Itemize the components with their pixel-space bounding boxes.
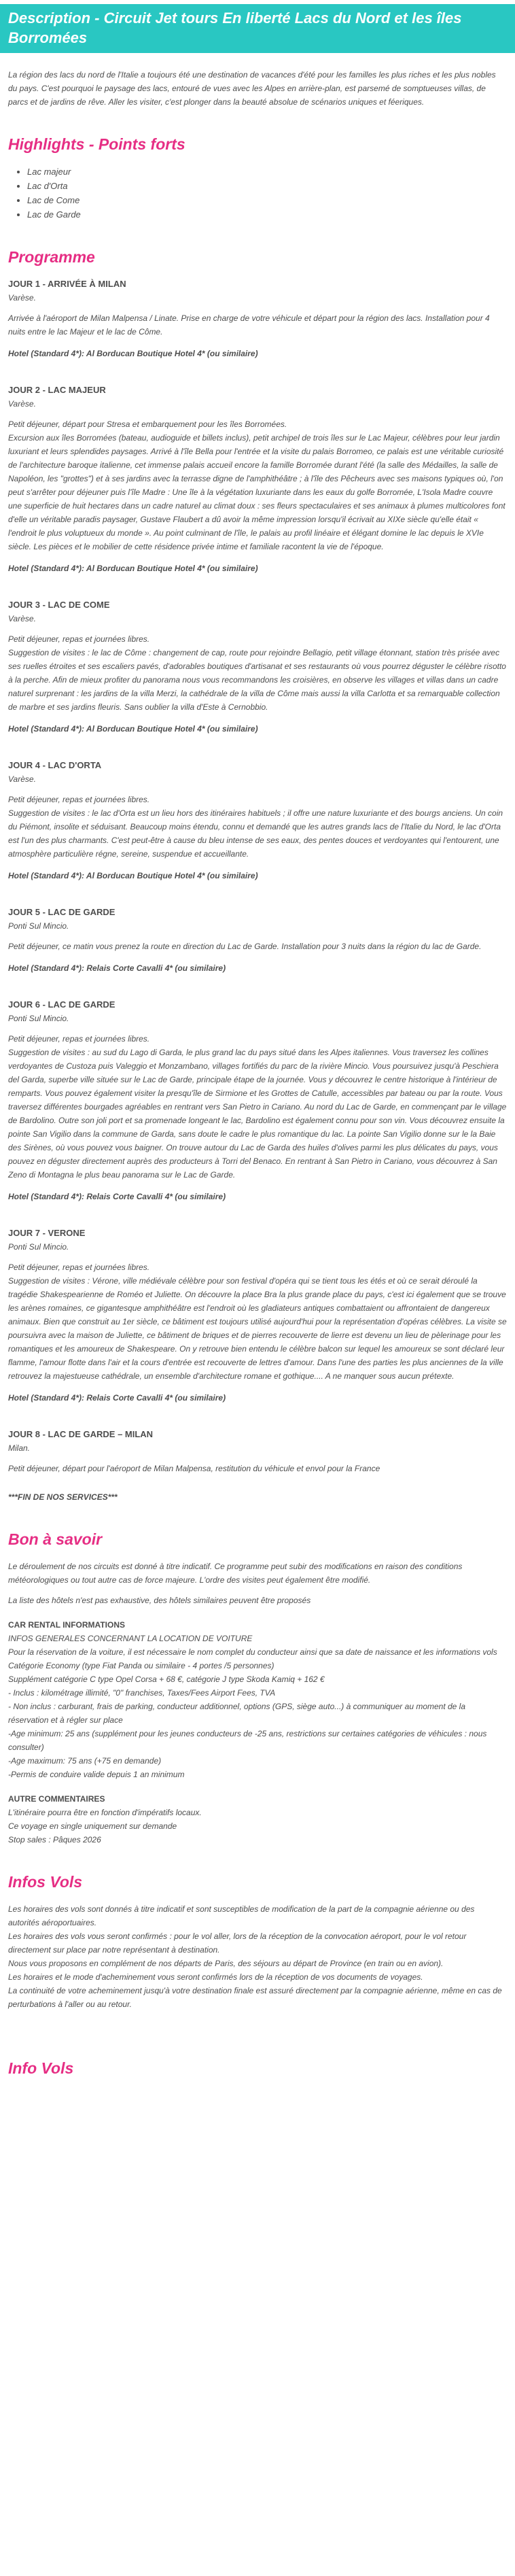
day-hotel: Hotel (Standard 4*): Relais Corte Cavalli 4* (ou similaire)	[8, 963, 226, 973]
day-title: JOUR 2 - LAC MAJEUR	[8, 385, 106, 395]
day-description: Petit déjeuner, départ pour Stresa et embarquement pour les îles Borromées. Excursion aux îles Borromées (bateau, audioguide et billets inclus), petit archipel de trois îles sur le Lac Majeur, célèbres pour leur jardin luxuriant et leurs splendides paysages. Arrivé à l'île Bella pour l'entrée et la visite du palais Borromeo, ce palais est une véritable curiosité de l'architecture baroque italienne, cet immense palais accueil encore la famille Borromée durant l'été (la salle des Médailles, la salle de Napoléon, les "grottes") et à ses jardins avec la terrasse digne de l'amphithéâtre ; à l'île des Pêcheurs avec ses maisons typiques où, l'on peut s'arrêter pour déjeuner puis l'île Madre : Une île à la végétation luxuriante dans les eaux du golfe Borromée, L'Isola Madre couvre une superficie de huit hectares dans un cadre naturel au climat doux : ses fleurs spectaculaires et ses animaux à plumes multicolores font d'elle un véritable paradis paysager, Gustave Flaubert a dû avoir la même impression lorsqu'il écrivait au XIXe siècle qu'elle était « l'endroit le plus voluptueux du monde ». Au point culminant de l'île, le palais au profil linéaire et élégant domine le lac depuis le XVIe siècle. Les pièces et le mobilier de cette résidence privée intime et familiale racontent la vie de l'époque.	[8, 419, 505, 551]
day-description: Petit déjeuner, repas et journées libres. Suggestion de visites : au sud du Lago di Garda, le plus grand lac du pays situé dans les Alpes italiennes. Vous traversez les collines verdoyantes de Custoza puis Valeggio et Monzambano, villages fortifiés du parc de la rivière Mincio. Vous poursuivez jusqu'à Peschiera del Garda, superbe ville située sur le Lac de Garde, principale étape de la journée. Vous y découvrez le centre historique à l'intérieur de remparts. Vous pouvez également visiter la presqu'île de Sirmione et les Grottes de Catulle, accessibles par bateau ou par la route. Vous traversez différentes bourgades agréables en rentrant vers San Pietro in Cariano. Au nord du Lac de Garde, en commençant par le village de Bardolino. Outre son joli port et sa promenade longeant le lac, Bardolino est également connu pour son vin. Vous découvrez ensuite la pointe San Vigilio dans la commune de Garda, sans doute le cadre le plus romantique du lac. La pointe San Vigilio donne sur le la Baie des Sirènes, où vous pouvez vous baigner. On trouve autour du Lac de Garda des huiles d'olives parmi les plus délicates du pays, vous pouvez en déguster directement auprès des producteurs à Torri del Benaco. En rentrant à San Pietro in Cariano, vous découvrez à San Zeno di Montagna le plus beau panorama sur le Lac de Garde.	[8, 1034, 507, 1180]
end-of-services: ***FIN DE NOS SERVICES***	[8, 1492, 118, 1502]
infos-vols-text: Les horaires des vols sont donnés à titre indicatif et sont susceptibles de modification de la part de la compagnie aérienne ou des autorités aéroportuaires. Les horaires des vols vous seront confirmés : pour le vol aller, lors de la réception de la convocation aéroport, pour le vol retour directement sur place par notre représentant à destination. Nous vous proposons en complément de nos départs de Paris, des séjours au départ de Province (en train ou en avion). Les horaires et le mode d'acheminement vous seront confirmés lors de la réception de vos documents de voyages. La continuité de votre acheminement jusqu'à votre destination finale est assuré directement par la compagnie aérienne, même en cas de perturbations à l'aller ou au retour.	[8, 1904, 502, 2009]
day-block	[8, 998, 507, 1203]
day-description: Petit déjeuner, départ pour l'aéroport de Milan Malpensa, restitution du véhicule et envol pour la France	[8, 1464, 380, 1473]
disclaimer-text: Le déroulement de nos circuits est donné à titre indicatif. Ce programme peut subir des modifications en raison des conditions météorologiques ou tout autre cas de force majeure. L'ordre des visites peut également être modifié.	[8, 1562, 463, 1585]
list-item: • Lac majeur	[27, 165, 507, 179]
day-hotel: Hotel (Standard 4*): Al Borducan Boutique Hotel 4* (ou similaire)	[8, 564, 258, 573]
day-title: JOUR 3 - LAC DE COME	[8, 600, 110, 610]
car-rental-heading: CAR RENTAL INFORMATIONS	[8, 1620, 125, 1630]
day-block	[8, 598, 507, 736]
day-title: JOUR 4 - LAC D'ORTA	[8, 760, 102, 770]
day-hotel: Hotel (Standard 4*): Relais Corte Cavalli 4* (ou similaire)	[8, 1192, 226, 1201]
highlights-heading: Highlights - Points forts	[8, 135, 185, 153]
day-hotel: Hotel (Standard 4*): Al Borducan Boutique Hotel 4* (ou similaire)	[8, 871, 258, 880]
day-block	[8, 1226, 507, 1405]
day-location: Varèse.	[8, 614, 36, 623]
day-title: JOUR 5 - LAC DE GARDE	[8, 907, 116, 917]
day-location: Varèse.	[8, 399, 36, 409]
day-description: Petit déjeuner, repas et journées libres. Suggestion de visites : le lac de Côme : changement de cap, route pour rejoindre Bellagio, petit village étonnant, station très prisée avec ses ruelles étroites et ses escaliers pavés, d'adorables boutiques d'artisanat et ses restaurants où vous pourrez déguster le célèbre risotto à la perche. Afin de mieux profiter du panorama nous vous recommandons les croisières, en observe les villages et villas dans un cadre naturel surprenant : les jardins de la villa Merzi, la cathédrale de la villa de Côme mais aussi la villa Carlotta et sa remarquable collection de marbre et ses jardins fleuris. Sans oublier la villa d'Este à Cernobbio.	[8, 634, 506, 712]
day-location: Varèse.	[8, 774, 36, 784]
day-description: Petit déjeuner, repas et journées libres. Suggestion de visites : le lac d'Orta est un lieu hors des itinéraires habituels ; il offre une nature luxuriante et des bourgs anciens. Un coin du Piémont, insolite et séduisant. Beaucoup moins étendu, connu et demandé que les autres grands lacs de l'Italie du Nord, le lac d'Orta est l'un des plus charmants. C'est peut-être à cause du bleu intense de ses eaux, des pentes douces et verdoyantes qui l'entourent, une atmosphère particulière régne, sereine, suspendue et accueillante.	[8, 795, 503, 859]
list-item: • Lac de Come	[27, 193, 507, 207]
content	[0, 68, 515, 2078]
day-block	[8, 1428, 507, 1475]
car-rental-text: INFOS GENERALES CONCERNANT LA LOCATION DE VOITURE Pour la réservation de la voiture, il est nécessaire le nom complet du conducteur ainsi que sa date de naissance et les informations vols Catégorie Economy (type Fiat Panda ou similaire - 4 portes /5 personnes) Supplément catégorie C type Opel Corsa + 68 €, catégorie J type Skoda Kamiq + 162 € - Inclus : kilométrage illimité, "0" franchises, Taxes/Fees Airport Fees, TVA - Non inclus : carburant, frais de parking, conducteur additionnel, options (GPS, siège auto...) à communiquer au moment de la réservation et à régler sur place -Age minimum: 25 ans (supplément pour les jeunes conducteurs de -25 ans, restrictions sur certaines catégories de véhicules : nous consulter) -Age maximum: 75 ans (+75 en demande) -Permis de conduire valide depuis 1 an minimum	[8, 1634, 497, 1779]
day-block	[8, 383, 507, 575]
day-block	[8, 277, 507, 360]
day-location: Ponti Sul Mincio.	[8, 1242, 69, 1252]
day-description: Petit déjeuner, repas et journées libres. Suggestion de visites : Vérone, ville médiévale célèbre pour son festival d'opéra qui se tient tous les étés et où ce serait déroulé la tragédie Shakespearienne de Roméo et Juliette. On découvre la place Bra la plus grande place du pays, c'est ici également que se trouve les arènes romaines, ce gigantesque amphithéâtre est l'endroit où les gladiateurs antiques combattaient ou affrontaient de dangereux animaux. Bien que construit au 1er siècle, ce bâtiment est toujours utilisé aujourd'hui pour la représentation d'opéras célèbres. La visite se poursuivra avec la maison de Juliette, ce bâtiment de briques et de pierres recouverte de lierre est devenu un lieu de pèlerinage pour les romantiques et les amoureux de Shakespeare. On y retrouve bien entendu le célèbre balcon sur lequel les amoureux se sont déclaré leur flamme, l'amour flotte dans l'air et la cours d'entrée est recouverte de lettres d'amour. Dans l'une des parties les plus anciennes de la ville retrouvez la majestueuse cathédrale, un ensemble d'architecture romane et gothique.... A ne manquer sous aucun prétexte.	[8, 1263, 507, 1381]
other-comments-text: L'itinéraire pourra être en fonction d'impératifs locaux. Ce voyage en single uniquement sur demande Stop sales : Pâques 2026	[8, 1808, 202, 1844]
day-location: Ponti Sul Mincio.	[8, 921, 69, 931]
other-comments-heading: AUTRE COMMENTAIRES	[8, 1794, 105, 1804]
highlights-list	[8, 165, 507, 222]
day-title: JOUR 8 - LAC DE GARDE – MILAN	[8, 1429, 154, 1439]
day-block	[8, 906, 507, 975]
day-hotel: Hotel (Standard 4*): Al Borducan Boutique Hotel 4* (ou similaire)	[8, 724, 258, 734]
day-location: Varèse.	[8, 293, 36, 303]
list-item: • Lac de Garde	[27, 207, 507, 222]
day-location: Ponti Sul Mincio.	[8, 1014, 69, 1023]
programme-heading: Programme	[8, 248, 95, 266]
day-title: JOUR 6 - LAC DE GARDE	[8, 999, 116, 1010]
infos-vols-heading: Infos Vols	[8, 1873, 83, 1891]
day-title: JOUR 1 - ARRIVÉE À MILAN	[8, 279, 126, 289]
day-hotel: Hotel (Standard 4*): Al Borducan Boutique Hotel 4* (ou similaire)	[8, 349, 258, 358]
programme-days	[8, 277, 507, 1475]
day-hotel: Hotel (Standard 4*): Relais Corte Cavalli 4* (ou similaire)	[8, 1393, 226, 1403]
hotel-list-note: La liste des hôtels n'est pas exhaustive, des hôtels similaires peuvent être proposés	[8, 1596, 311, 1605]
info-vols-heading: Info Vols	[8, 2059, 74, 2077]
intro-text: La région des lacs du nord de l'Italie a toujours été une destination de vacances d'été pour les familles les plus riches et les plus nobles du pays. C'est pourquoi le paysage des lacs, entouré de vues avec les Alpes en arrière-plan, est parsemé de somptueuses villas, de parcs et de jardins de rêve. Aller les visiter, c'est plonger dans la beauté absolue de scénarios uniques et féeriques.	[8, 70, 496, 107]
day-description: Petit déjeuner, ce matin vous prenez la route en direction du Lac de Garde. Installation pour 3 nuits dans la région du lac de Garde.	[8, 942, 482, 951]
list-item: • Lac d'Orta	[27, 179, 507, 193]
day-title: JOUR 7 - VERONE	[8, 1228, 86, 1238]
day-description: Arrivée à l'aéroport de Milan Malpensa / Linate. Prise en charge de votre véhicule et départ pour la région des lacs. Installation pour 4 nuits entre le lac Majeur et le lac de Côme.	[8, 313, 490, 337]
page-title: Description - Circuit Jet tours En liberté Lacs du Nord et les îles Borromées	[8, 10, 462, 46]
bon-a-savoir-heading: Bon à savoir	[8, 1530, 103, 1548]
page-banner	[0, 4, 515, 53]
day-block	[8, 759, 507, 882]
day-location: Milan.	[8, 1443, 31, 1453]
